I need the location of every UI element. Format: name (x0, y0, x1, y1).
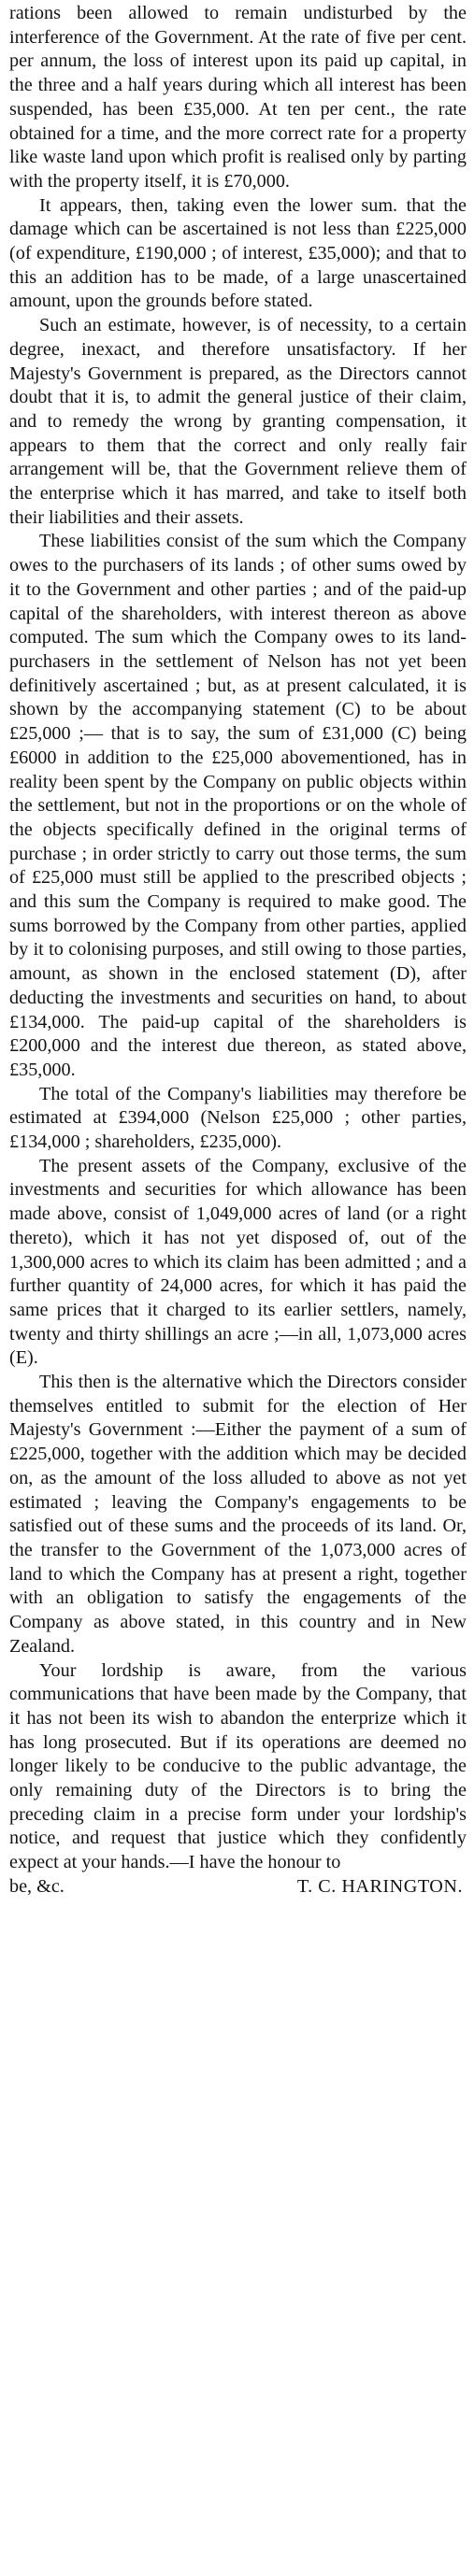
paragraph-estimate-inexact: Such an estimate, however, is of necessity, to a certain degree, inexact, and therefore unsatisfactory. If her Majesty's Government is prepared, as the Directors cannot doubt that it is, to admit the general justice of their claim, and to remedy the wrong by granting compensation, it appears to them that the correct and only really fair arrangement will be, that the Government relieve them of the enterprise which it has marred, and take to itself both their liabilities and their assets. (9, 315, 467, 528)
paragraph-closing: Your lordship is aware, from the various communications that have been made by the Company, that it has not been its wish to abandon the enterprize which it has long prosecuted. But if its operations are deemed no longer likely to be conducive to the public advantage, the only remaining duty of the Directors is to bring the preceding claim in a precise form under your lordship's notice, and request that justice which they confidently expect at your hands.—I have the honour to (9, 1659, 467, 1873)
paragraph-damage-ascertained: It appears, then, taking even the lower sum. that the damage which can be ascertained is not less than £225,000 (of expenditure, £190,000 ; of interest, £35,000); and that to this an addition has to be made, of a large unascertained amount, upon the grounds before stated. (9, 194, 467, 312)
signature-closing: be, &c. (9, 1875, 65, 1897)
paragraph-liabilities: These liabilities consist of the sum which the Company owes to the purchasers of its lands ; of other sums owed by it to the Government and other parties ; and of the paid-up capital of the shareholders, with interest thereon as above computed. The sum which the Company owes to its land-purchasers in the settlement of Nelson has not yet been definitively ascertained ; but, as at present calculated, it is shown by the accompanying statement (C) to be about £25,000 ;— that is to say, the sum of £31,000 (C) being £6000 in addition to the £25,000 abovementioned, has in reality been spent by the Company on public objects within the settlement, but not in the proportions or on the whole of the objects specifically defined in the original terms of purchase ; in order strictly to carry out those terms, the sum of £25,000 must still be applied to the prescribed objects ; and this sum the Company is required to make good. The sums borrowed by the Company from other parties, applied by it to colonising purposes, and still owing to those parties, amount, as shown in the enclosed statement (D), after deducting the investments and securities on hand, to about £134,000. The paid-up capital of the shareholders is £200,000 and the interest due thereon, as stated above, £35,000. (9, 531, 467, 1080)
paragraph-alternative: This then is the alternative which the Directors consider themselves entitled to submit for the election of Her Majesty's Government :—Either the payment of a sum of £225,000, together with the addition which may be decided on, as the amount of the loss alluded to above as not yet estimated ; leaving the Company's engagements to be satisfied out of these sums and the proceeds of its land. Or, the transfer to the Government of the 1,073,000 acres of land to which the Company has at present a right, together with an obligation to satisfy the engagements of the Company as above stated, in this country and in New Zealand. (9, 1372, 467, 1657)
paragraph-loss-of-interest: rations been allowed to remain undisturbed by the interference of the Government. At the rate of five per cent. per annum, the loss of interest upon its paid up capital, in the three and a half years during which all interest has been suspended, has been £35,000. At ten per cent., the rate obtained for a time, and the more correct rate for a property like waste land upon which profit is realised only by parting with the property itself, it is £70,000. (9, 3, 467, 192)
signature-name: T. C. HARINGTON. (296, 1875, 463, 1897)
paragraph-present-assets: The present assets of the Company, exclusive of the investments and securities for which allowance has been made above, consist of 1,049,000 acres of land (or a right thereto), which it has not yet disposed of, out of the 1,300,000 acres to which its claim has been admitted ; and a further quantity of 24,000 acres, for which it has paid the same prices that it charged to its earlier settlers, namely, twenty and thirty shillings an acre ;—in all, 1,073,000 acres (E). (9, 1155, 467, 1369)
paragraph-total-liabilities: The total of the Company's liabilities may therefore be estimated at £394,000 (Nelson £25,000 ; other parties, £134,000 ; shareholders, £235,000). (9, 1083, 467, 1153)
signature-line (9, 1875, 467, 1900)
